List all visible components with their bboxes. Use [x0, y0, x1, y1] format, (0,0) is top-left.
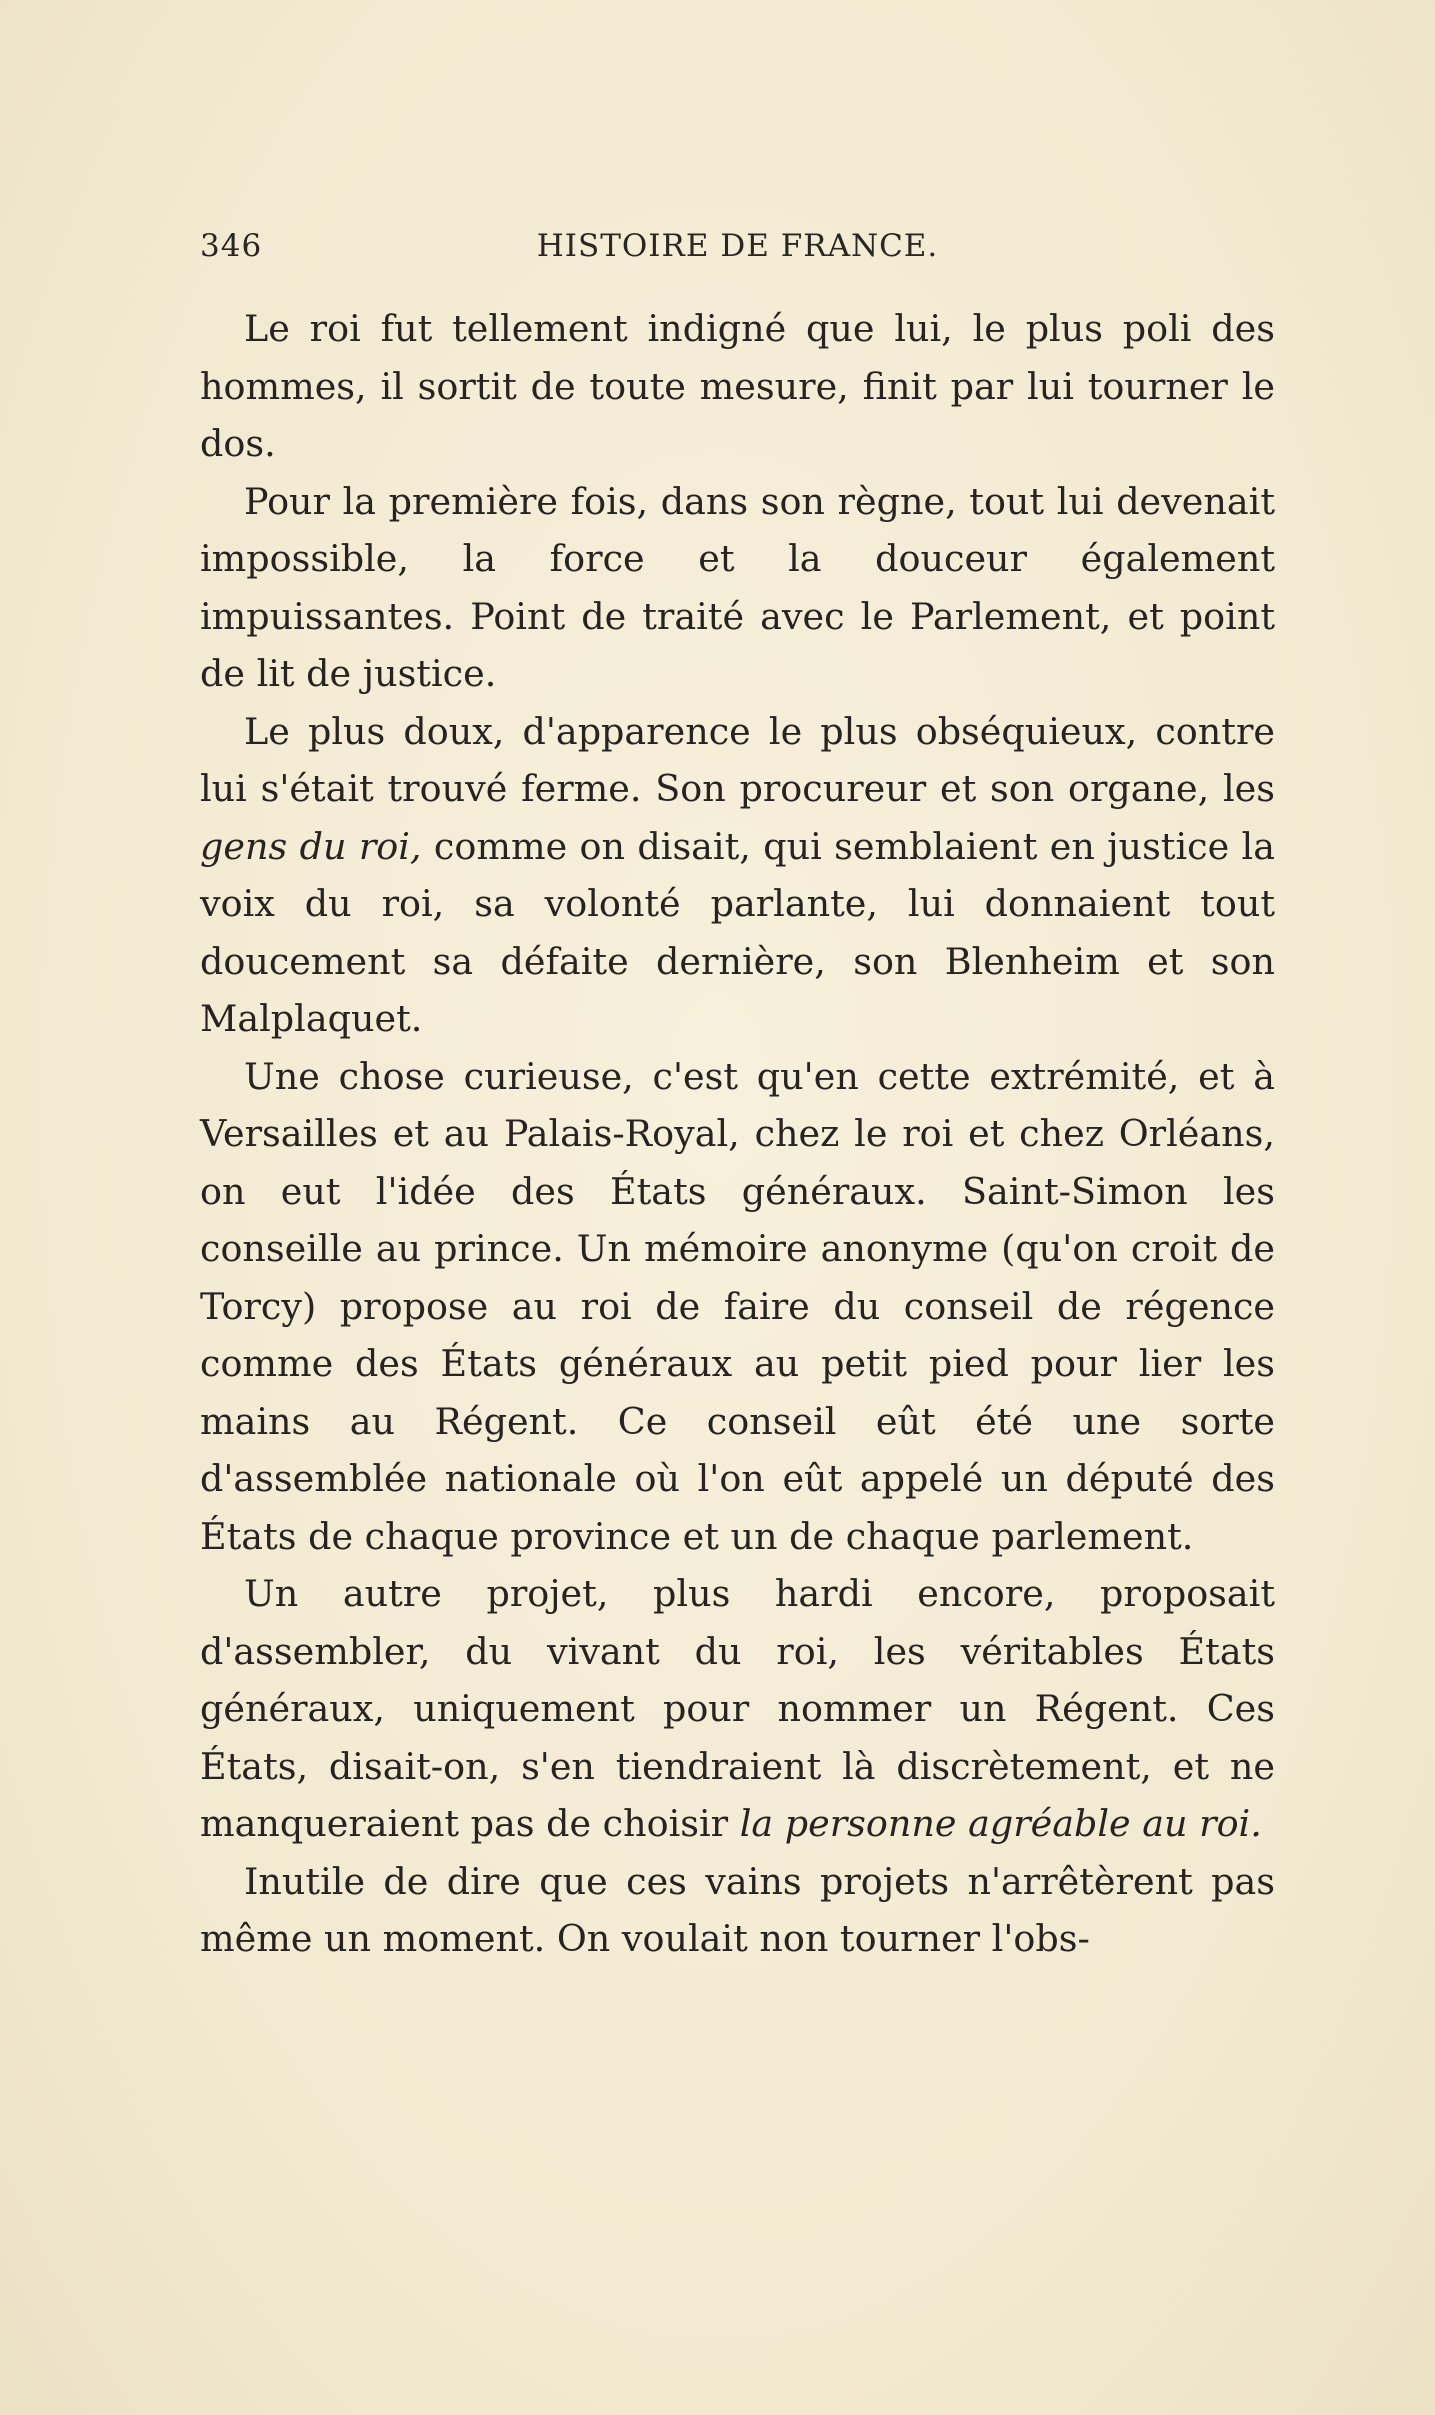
paragraph-text: comme on disait, qui semblaient en justice la voix du roi, sa volonté parlante, lui donnaient tout doucement sa défaite dernière, son Blenheim et son Malplaquet. — [200, 824, 1275, 1040]
paragraph-5 — [200, 1565, 1275, 1853]
body-text — [200, 300, 1275, 1968]
paragraph-4 — [200, 1048, 1275, 1566]
italic-phrase: gens du roi, — [200, 824, 422, 868]
paragraph-6 — [200, 1853, 1275, 1968]
paragraph-text: Inutile de dire que ces vains projets n'arrêtèrent pas même un moment. On voulait non tourner l'obs- — [200, 1859, 1275, 1960]
paragraph-text: Un autre projet, plus hardi encore, proposait d'assembler, du vivant du roi, les véritables États généraux, uniquement pour nommer un Régent. Ces États, disait-on, s'en tiendraient là discrètement, et ne manqueraient pas de choisir — [200, 1572, 1275, 1845]
page-header — [200, 228, 1275, 272]
page-number: 346 — [200, 228, 263, 264]
paragraph-text: Une chose curieuse, c'est qu'en cette extrémité, et à Versailles et au Palais-Royal, chez le roi et chez Orléans, on eut l'idée des États généraux. Saint-Simon les conseille au prince. Un mémoire anonyme (qu'on croit de Torcy) propose au roi de faire du conseil de régence comme des États généraux au petit pied pour lier les mains au Régent. Ce conseil eût été une sorte d'assemblée nationale où l'on eût appelé un député des États de chaque province et un de chaque parlement. — [200, 1054, 1275, 1558]
paragraph-1 — [200, 300, 1275, 473]
paragraph-text: Le plus doux, d'apparence le plus obséquieux, contre lui s'était trouvé ferme. Son procureur et son organe, les — [200, 709, 1275, 810]
paragraph-2 — [200, 473, 1275, 703]
paragraph-text: Pour la première fois, dans son règne, tout lui devenait impossible, la force et la douceur également impuissantes. Point de traité avec le Parlement, et point de lit de justice. — [200, 479, 1275, 695]
running-title: HISTOIRE DE FRANCE. — [536, 228, 939, 264]
paragraph-3 — [200, 703, 1275, 1048]
italic-phrase: la personne agréable au roi. — [739, 1802, 1262, 1845]
paragraph-text: Le roi fut tellement indigné que lui, le plus poli des hommes, il sortit de toute mesure, finit par lui tourner le dos. — [200, 307, 1275, 465]
